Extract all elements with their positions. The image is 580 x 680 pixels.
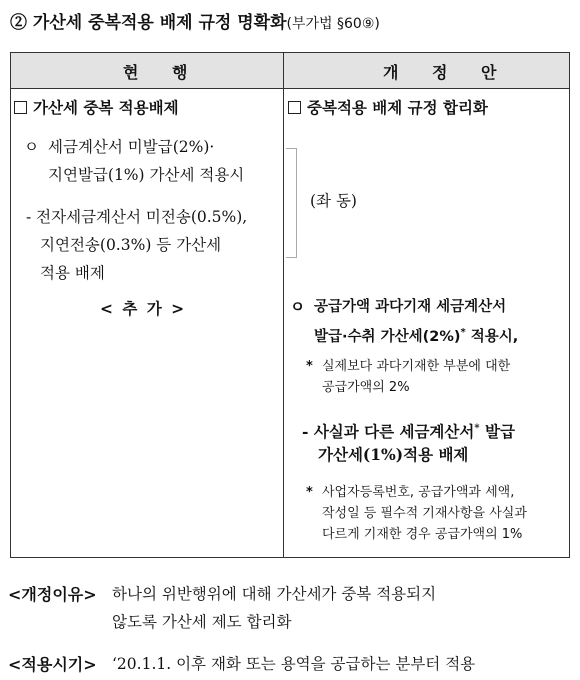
same-bracket (286, 148, 297, 258)
reason-label: <개정이유> (8, 585, 97, 604)
note1-line1: 실제보다 과다기재한 부분에 대한 (322, 359, 511, 374)
right-bullet-line1: 공급가액 과다기재 세금계산서 (314, 299, 507, 315)
footnote-star: * (474, 423, 480, 434)
footnote-star: * (460, 327, 466, 338)
right-dash-line1 (302, 416, 515, 445)
title-law-reference: (부가법 §60⑨) (286, 16, 380, 32)
right-bullet-mark: ㅇ (290, 298, 305, 316)
left-added-marker: < 추 가 > (100, 299, 187, 318)
left-dash-line1: - 전자세금계산서 미전송(0.5%), (26, 208, 248, 226)
note2-mark: * (306, 485, 313, 500)
timing-text: ‘20.1.1. 이후 재화 또는 용역을 공급하는 분부터 적용 (112, 655, 476, 673)
title-main: 가산세 중복적용 배제 규정 명확화 (32, 13, 287, 33)
header-current: 현 행 (123, 63, 202, 82)
left-bullet-mark: ㅇ (24, 138, 39, 156)
table-header (11, 53, 569, 89)
header-proposed: 개 정 안 (383, 63, 511, 82)
reason-line1: 하나의 위반행위에 대해 가산세가 중복 적용되지 (112, 585, 437, 603)
left-section-title (14, 96, 179, 118)
right-dash-line1-b: 발급 (479, 422, 515, 442)
checkbox-square-icon (14, 101, 27, 114)
right-section-title-text: 중복적용 배제 규정 합리화 (307, 98, 488, 117)
note1-mark: * (306, 359, 313, 374)
circle-number: ② (10, 13, 27, 33)
note2-line1: 사업자등록번호, 공급가액과 세액, (322, 485, 515, 500)
timing-label: <적용시기> (8, 655, 97, 674)
right-bullet-line2-b: 적용시, (465, 328, 519, 345)
checkbox-square-icon (288, 101, 301, 114)
note2-line3: 다르게 기재한 경우 공급가액의 1% (322, 527, 523, 542)
section-title (10, 8, 380, 33)
left-dash-line2: 지연전송(0.3%) 등 가산세 (40, 236, 222, 254)
note2-line2: 작성일 등 필수적 기재사항을 사실과 (322, 506, 527, 521)
right-section-title (288, 96, 488, 118)
right-bullet-line2-a: 발급·수취 가산세(2%) (314, 328, 461, 345)
left-bullet-line2: 지연발급(1%) 가산세 적용시 (48, 166, 245, 184)
left-section-title-text: 가산세 중복 적용배제 (33, 98, 179, 117)
note1-line2: 공급가액의 2% (322, 380, 410, 395)
left-dash-line3: 적용 배제 (40, 264, 105, 282)
left-bullet-line1: 세금계산서 미발급(2%)· (48, 138, 215, 156)
right-bullet-line2 (314, 320, 518, 350)
reason-line2: 않도록 가산세 제도 합리화 (112, 613, 292, 631)
right-dash-line2: 가산세(1%)적용 배제 (318, 445, 469, 464)
right-dash-line1-a: - 사실과 다른 세금계산서 (302, 422, 475, 442)
column-divider (283, 53, 284, 557)
right-same-as-left: (좌 동) (310, 192, 357, 210)
